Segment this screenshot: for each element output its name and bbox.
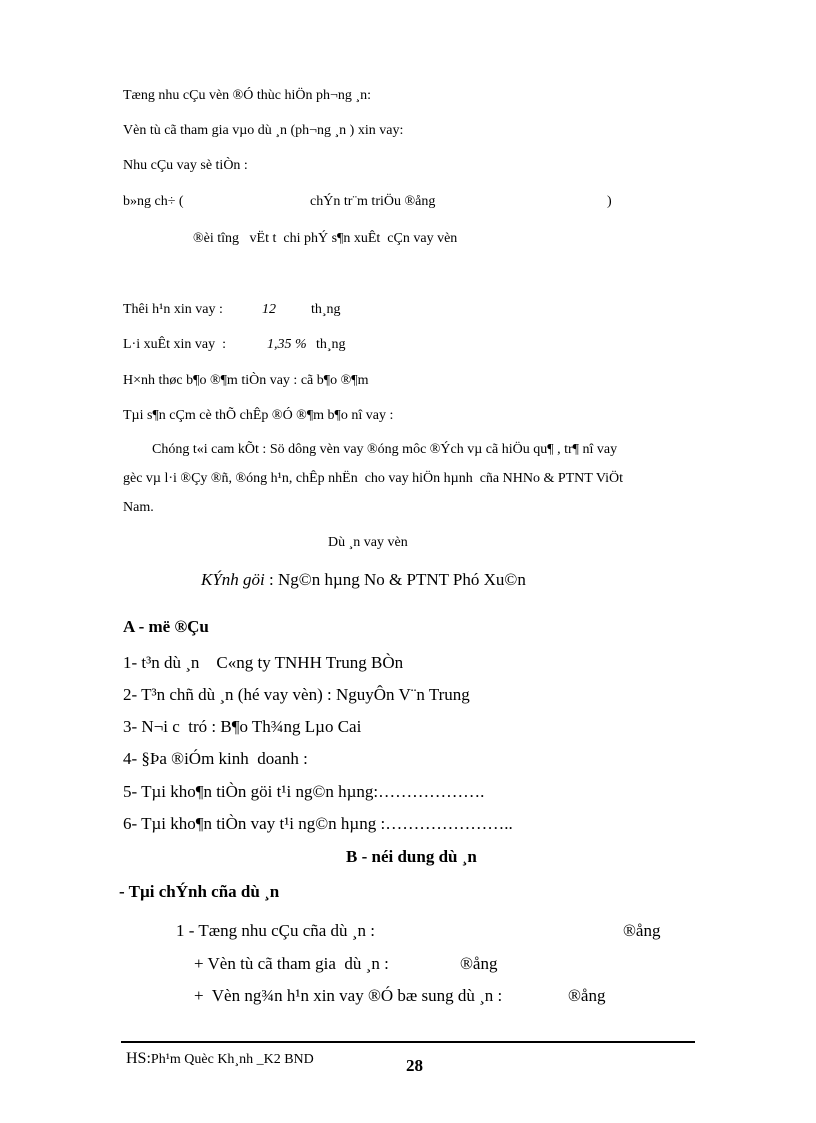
footer-author [126,1050,314,1068]
addressee-line [201,571,526,588]
section-a-heading: A - më ®Çu [123,617,209,636]
footer-hs-label: HS: [126,1050,151,1067]
finance-own-capital-label: + Vèn tù cã tham gia dù ¸n : [194,954,389,973]
text-line-loan-need: Nhu cÇu vay sè tiÒn : [123,158,248,173]
finance-own-capital-unit: ®ång [460,954,498,973]
text-line-collateral: Tµi s¶n cÇm cè thÕ chÊp ®Ó ®¶m b¶o nî vay : [123,408,394,423]
finance-loan-label: + Vèn ng¾n h¹n xin vay ®Ó bæ sung dù ¸n : [194,986,503,1005]
finance-total-unit: ®ång [623,921,661,940]
text-close-paren: ) [607,194,612,209]
commitment-paragraph-line-2: gèc vµ l·i ®Çy ®ñ, ®óng h¹n, chÊp nhËn cho vay hiÖn hµnh cña NHNo & PTNT ViÖt [123,471,623,486]
finance-total-label: 1 - Tæng nhu cÇu cña dù ¸n : [176,921,375,940]
addressee-bank: : Ng©n hµng No & PTNT Phó Xu©n [264,570,526,589]
page-number: 28 [406,1056,423,1075]
info-item-5: 5- Tµi kho¶n tiÒn göi t¹i ng©n hµng:………………. [123,782,485,801]
text-loan-term-value: 12 [262,302,276,317]
finance-loan-unit: ®ång [568,986,606,1005]
info-item-2: 2- T³n chñ dù ¸n (hé vay vèn) : NguyÔn V¨n Trung [123,685,470,704]
finance-heading: - Tµi chÝnh cña dù ¸n [119,882,280,901]
info-item-3: 3- N¬i c tró : B¶o Th¾ng Lµo Cai [123,717,362,736]
text-amount-in-words-label: b»ng ch÷ ( [123,194,184,209]
info-item-4: 4- §Þa ®iÓm kinh doanh : [123,749,308,768]
text-amount-in-words: chÝn tr¨m triÖu ®ång [310,194,436,209]
text-loan-term-label: Thêi h¹n xin vay : [123,302,223,317]
signature-caption: Dù ¸n vay vèn [328,535,408,550]
text-line-total-capital: Tæng nhu cÇu vèn ®Ó thùc hiÖn ph¬ng ¸n: [123,88,371,103]
text-loan-term-unit: th¸ng [311,302,341,317]
info-item-1: 1- t³n dù ¸n C«ng ty TNHH Trung BÒn [123,653,404,672]
text-line-guarantee: H×nh thøc b¶o ®¶m tiÒn vay : cã b¶o ®¶m [123,373,369,388]
commitment-paragraph-line-1: Chóng t«i cam kÕt : Sö dông vèn vay ®óng môc ®Ých vµ cã hiÖu qu¶ , tr¶ nî vay [152,442,618,457]
section-b-heading: B - néi dung dù ¸n [346,847,477,866]
commitment-paragraph-line-3: Nam. [123,500,154,515]
footer-rule [121,1041,695,1043]
footer-author-name: Ph¹m Quèc Kh¸nh _K2 BND [150,1052,314,1067]
addressee-label: KÝnh göi [201,570,265,589]
info-item-6: 6- Tµi kho¶n tiÒn vay t¹i ng©n hµng :………………….. [123,814,513,833]
text-line-loan-purpose: ®èi tîng vËt t chi phÝ s¶n xuÊt cÇn vay vèn [193,231,458,246]
text-line-own-capital: Vèn tù cã tham gia vµo dù ¸n (ph¬ng ¸n ) xin vay: [123,123,404,138]
text-interest-value: 1,35 % [267,337,307,352]
text-interest-label: L·i xuÊt xin vay : [123,337,227,352]
text-interest-unit: th¸ng [316,337,346,352]
